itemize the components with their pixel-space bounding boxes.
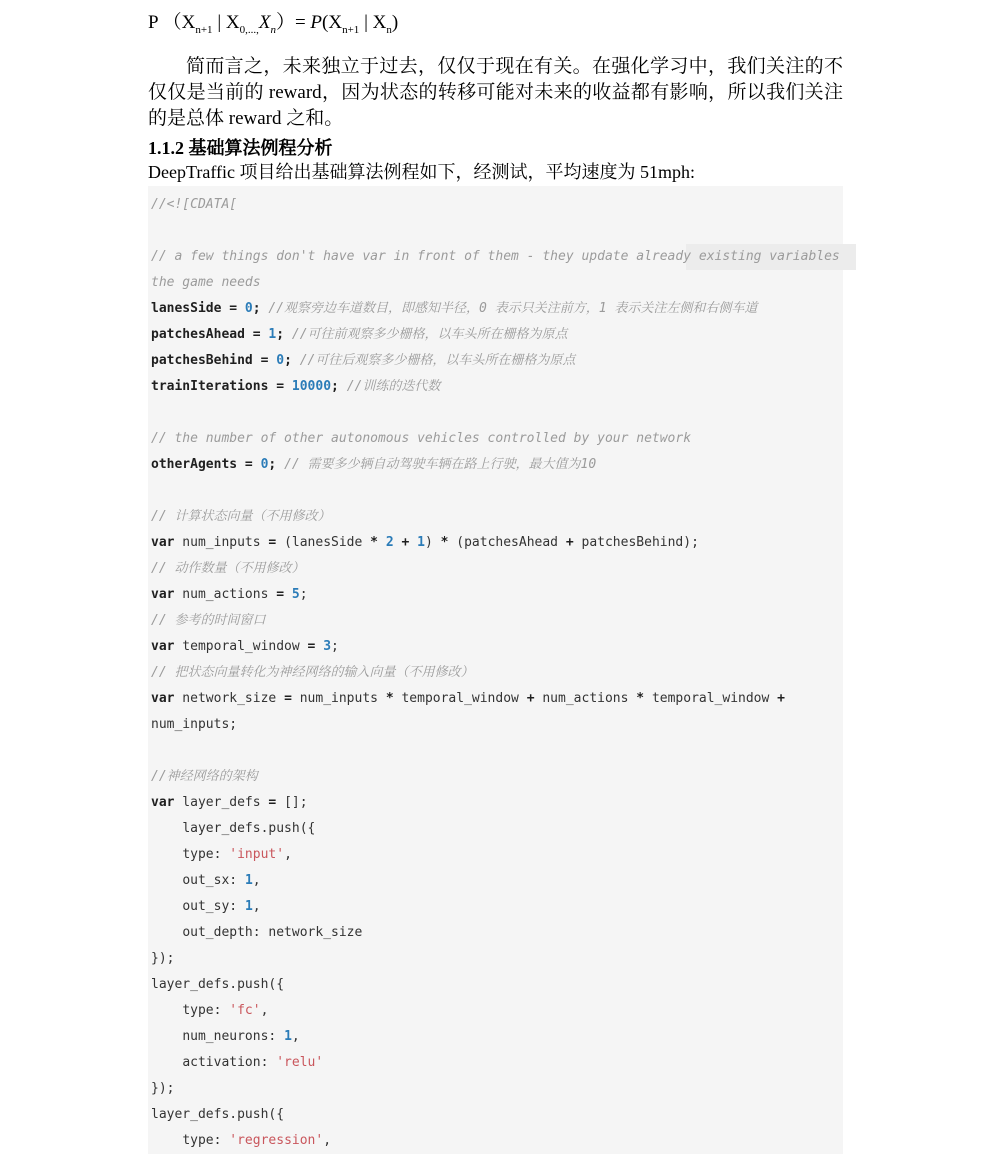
- body-paragraph: 简而言之，未来独立于过去，仅仅于现在有关。在强化学习中，我们关注的不仅仅是当前的 reward，因为状态的转移可能对未来的收益都有影响，所以我们关注的是总体 reward 之和。: [148, 56, 843, 129]
- code-line: var temporal_window = 3;: [151, 639, 339, 654]
- code-line: type: 'fc',: [151, 1003, 269, 1018]
- code-line: //<![CDATA[: [151, 197, 238, 212]
- code-line: out_sy: 1,: [151, 899, 261, 914]
- intro-text: DeepTraffic 项目给出基础算法例程如下，经测试，平均速度为 51mph:: [148, 162, 695, 182]
- code-line: layer_defs.push({: [151, 977, 285, 992]
- code-line: lanesSide = 0; //观察旁边车道数目，即感知半径，0 表示只关注前方，1 表示关注左侧和右侧车道: [151, 301, 758, 316]
- code-line: var layer_defs = [];: [151, 795, 308, 810]
- code-line: });: [151, 951, 175, 966]
- code-line: [151, 478, 843, 504]
- code-line: out_depth: network_size: [151, 925, 363, 940]
- code-line: [151, 400, 843, 426]
- code-line: });: [151, 1081, 175, 1096]
- code-line: layer_defs.push({: [151, 821, 316, 836]
- code-line: // 计算状态向量（不用修改）: [151, 509, 331, 524]
- code-line: var network_size = num_inputs * temporal_window + num_actions * temporal_window + num_inputs;: [151, 691, 793, 732]
- code-line: num_neurons: 1,: [151, 1029, 300, 1044]
- code-line: otherAgents = 0; // 需要多少辆自动驾驶车辆在路上行驶，最大值为10: [151, 457, 597, 472]
- code-line: // 把状态向量转化为神经网络的输入向量（不用修改）: [151, 665, 474, 680]
- code-line: [151, 218, 843, 244]
- code-line: // 动作数量（不用修改）: [151, 561, 305, 576]
- code-line: patchesBehind = 0; //可往后观察多少栅格，以车头所在栅格为原点: [151, 353, 576, 368]
- page-content: [148, 8, 848, 1154]
- code-line: var num_actions = 5;: [151, 587, 308, 602]
- code-line: // a few things don't have var in front of them - they update already existing variables the game needs: [151, 249, 848, 290]
- code-line: var num_inputs = (lanesSide * 2 + 1) * (patchesAhead + patchesBehind);: [151, 535, 699, 550]
- code-line: type: 'input',: [151, 847, 292, 862]
- code-line: patchesAhead = 1; //可往前观察多少栅格，以车头所在栅格为原点: [151, 327, 568, 342]
- code-block: [148, 186, 848, 1154]
- code-line: activation: 'relu': [151, 1055, 324, 1070]
- code-line: layer_defs.push({: [151, 1107, 285, 1122]
- code-line: // the number of other autonomous vehicles controlled by your network: [151, 431, 692, 446]
- code-line: //神经网络的架构: [151, 769, 258, 784]
- formula: P （$X_{n+1}$ | $X_{0,...,}X_n)= P(X_{n+1}$ | $X_n$): [148, 12, 399, 36]
- code-line: out_sx: 1,: [151, 873, 261, 888]
- code-line: [151, 738, 843, 764]
- code-line: // 参考的时间窗口: [151, 613, 266, 628]
- code-line: trainIterations = 10000; //训练的迭代数: [151, 379, 441, 394]
- code-line: type: 'regression',: [151, 1133, 332, 1148]
- section-heading: 1.1.2 基础算法例程分析: [148, 138, 333, 158]
